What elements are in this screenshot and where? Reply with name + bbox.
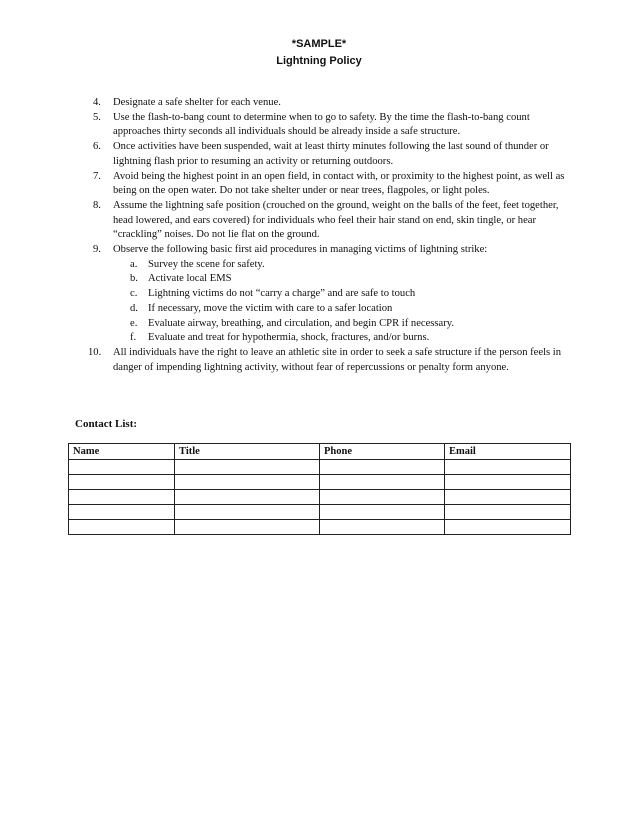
step-letter: c. [130,288,138,300]
policy-item-5 [70,111,570,140]
column-header-title: Title [175,444,320,460]
first-aid-step [113,317,570,332]
table-row [69,460,571,475]
step-text: Activate local EMS [148,273,232,285]
document-title: Lightning Policy [276,55,362,67]
column-header-name: Name [69,444,175,460]
item-text: Assume the lightning safe position (crouched on the ground, weight on the balls of the feet, feet together, head lowered, and ears covered) for individuals who feel their hair stand on end, skin tingle, or hear “crackling” noises. Do not lie flat on the ground. [113,199,559,241]
cell-name [69,520,175,535]
item-text: Use the flash-to-bang count to determine when to go to safety. By the time the flash-to-bang count approaches thirty seconds all individuals should be already inside a safe structure. [113,111,530,138]
policy-item-6 [70,140,570,169]
policy-list [70,96,570,375]
cell-title [175,460,320,475]
policy-item-9 [70,243,570,346]
policy-item-4 [70,96,570,111]
cell-email [445,460,571,475]
item-number: 7. [93,170,101,182]
column-header-email: Email [445,444,571,460]
item-number: 4. [93,97,101,108]
item-number: 6. [93,141,101,153]
cell-title [175,520,320,535]
cell-phone [320,490,445,505]
first-aid-step [113,302,570,317]
item-number: 5. [93,111,101,123]
cell-title [175,505,320,520]
cell-phone [320,505,445,520]
step-text: Lightning victims do not “carry a charge” and are safe to touch [148,288,416,300]
first-aid-step [113,258,570,273]
cell-email [445,505,571,520]
item-number: 10. [88,346,102,358]
policy-item-7 [70,170,570,199]
cell-name [69,505,175,520]
cell-phone [320,460,445,475]
first-aid-steps [113,258,570,346]
contact-table [68,443,571,535]
item-text: Once activities have been suspended, wait at least thirty minutes following the last sound of thunder or lightning flash prior to resuming an activity or returning outdoors. [113,141,549,167]
first-aid-step [113,331,570,346]
cell-email [445,520,571,535]
cell-title [175,490,320,505]
cell-email [445,490,571,505]
sample-label: *SAMPLE* [291,38,347,50]
step-text: Evaluate airway, breathing, and circulation, and begin CPR if necessary. [148,317,455,329]
step-letter: d. [130,302,138,314]
item-text: All individuals have the right to leave an athletic site in order to seek a safe structure if the person feels in danger of impending lightning activity, without fear of repercussions or penalty form anyone. [113,346,562,373]
cell-name [69,490,175,505]
step-text: Evaluate and treat for hypothermia, shock, fractures, and/or burns. [148,332,430,344]
item-text: Avoid being the highest point in an open field, in contact with, or proximity to the highest point, as well as being on the open water. Do not take shelter under or near trees, flagpoles, or light poles. [113,170,565,197]
table-row [69,475,571,490]
cell-title [175,475,320,490]
cell-phone [320,475,445,490]
step-letter: b. [130,273,138,285]
step-letter: e. [130,317,138,329]
cell-phone [320,520,445,535]
first-aid-step [113,287,570,302]
cell-name [69,475,175,490]
step-letter: a. [130,258,138,270]
cell-email [445,475,571,490]
policy-item-8 [70,199,570,243]
cell-name [69,460,175,475]
step-text: Survey the scene for safety. [148,258,265,270]
step-text: If necessary, move the victim with care to a safer location [148,302,393,314]
item-number: 9. [93,244,101,256]
item-number: 8. [93,199,101,211]
table-header-row [69,444,571,460]
policy-item-10 [70,346,570,375]
table-row [69,520,571,535]
table-row [69,490,571,505]
first-aid-step [113,272,570,287]
contact-list-heading: Contact List: [75,418,138,430]
item-text: Designate a safe shelter for each venue. [113,97,281,108]
item-text: Observe the following basic first aid procedures in managing victims of lightning strike: [113,244,488,256]
column-header-phone: Phone [320,444,445,460]
table-row [69,505,571,520]
step-letter: f. [130,332,137,344]
